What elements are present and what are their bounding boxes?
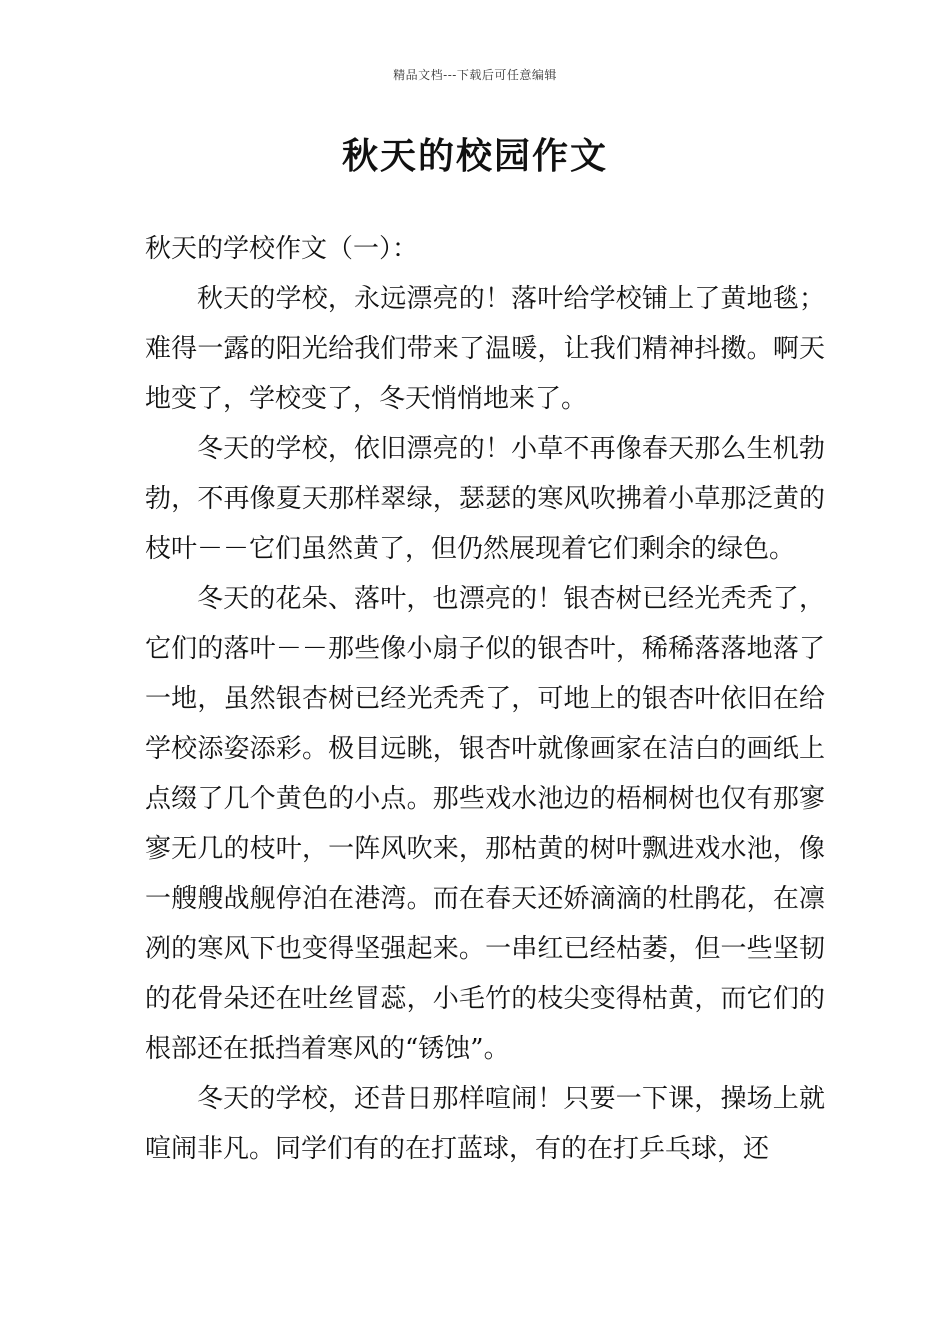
paragraph-4: 冬天的学校，还昔日那样喧闹！只要一下课，操场上就喧闹非凡。同学们有的在打蓝球，有的在打乒乓球，还 xyxy=(145,1084,825,1164)
paragraph-1: 秋天的学校，永远漂亮的！落叶给学校铺上了黄地毯；难得一露的阳光给我们带来了温暖，让我们精神抖擞。啊天地变了，学校变了，冬天悄悄地来了。 xyxy=(145,284,825,414)
section-heading: 秋天的学校作文（一）： xyxy=(145,234,419,264)
document-body xyxy=(145,224,825,1174)
header-note: 精品文档---下载后可任意编辑 xyxy=(393,68,557,82)
paragraph-3: 冬天的花朵、落叶，也漂亮的！银杏树已经光秃秃了，它们的落叶－－那些像小扇子似的银杏叶，稀稀落落地落了一地，虽然银杏树已经光秃秃了，可地上的银杏叶依旧在给学校添姿添彩。极目远眺，银杏叶就像画家在洁白的画纸上点缀了几个黄色的小点。那些戏水池边的梧桐树也仅有那寥寥无几的枝叶，一阵风吹来，那枯黄的树叶飘进戏水池，像一艘艘战舰停泊在港湾。而在春天还娇滴滴的杜鹃花，在凛冽的寒风下也变得坚强起来。一串红已经枯萎，但一些坚韧的花骨朵还在吐丝冒蕊，小毛竹的枝尖变得枯黄，而它们的根部还在抵挡着寒风的“锈蚀”。 xyxy=(145,584,825,1064)
paragraph-2: 冬天的学校，依旧漂亮的！小草不再像春天那么生机勃勃，不再像夏天那样翠绿，瑟瑟的寒风吹拂着小草那泛黄的枝叶－－它们虽然黄了，但仍然展现着它们剩余的绿色。 xyxy=(145,434,825,564)
document-title: 秋天的校园作文 xyxy=(341,136,608,177)
